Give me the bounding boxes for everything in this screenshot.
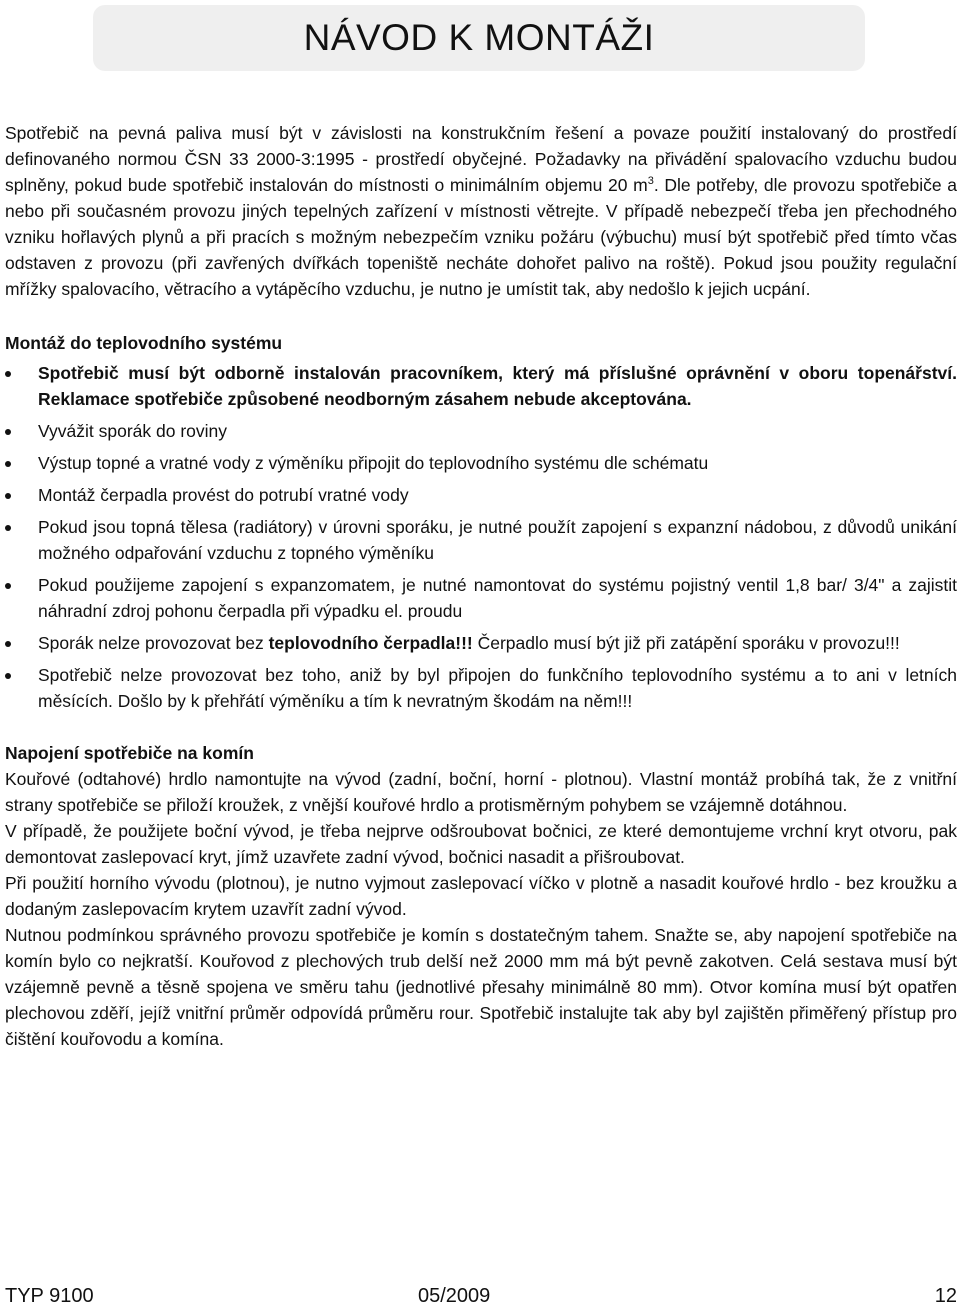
page-title: NÁVOD K MONTÁŽI <box>303 17 655 58</box>
list-item-text: Pokud jsou topná tělesa (radiátory) v úrovni sporáku, je nutné použít zapojení s expanzní nádobou, z důvodů unikání možného odpařování vzduchu z topného výměníku <box>38 517 957 563</box>
document-body <box>5 120 957 1052</box>
list-item <box>5 514 957 566</box>
pump-text-bold: teplovodního čerpadla!!! <box>268 633 473 653</box>
chimney-paragraph: V případě, že použijete boční vývod, je třeba nejprve odšroubovat bočnici, ze které demontujeme vrchní kryt otvoru, pak demontovat zaslepovací kryt, jímž uzavřete zadní vývod, bočnici nasadit a přišroubovat. <box>5 821 957 867</box>
list-item <box>5 630 957 656</box>
list-item <box>5 360 957 412</box>
list-item <box>5 482 957 508</box>
footer-page-number: 12 <box>934 1285 957 1307</box>
bullet-icon <box>5 371 11 377</box>
superscript-3: 3 <box>647 175 654 188</box>
installation-heading: Montáž do teplovodního systému <box>5 333 283 353</box>
bullet-icon <box>5 525 11 531</box>
footer-date: 05/2009 <box>418 1285 491 1307</box>
list-item <box>5 418 957 444</box>
list-item-text: Montáž čerpadla provést do potrubí vratné vody <box>38 485 409 505</box>
chimney-paragraph: Nutnou podmínkou správného provozu spotřebiče je komín s dostatečným tahem. Snažte se, aby napojení spotřebiče na komín bylo co nejkratší. Kouřovod z plechových trub delší než 2000 mm má být pevně zakotven. Celá sestava musí být vzájemně pevně a těsně spojena ve směru tahu (jednotlivé přesahy minimálně 80 mm). Otvor komína musí být opatřen plechovou zděří, jejíž vnitřní průměr odpovídá průměru rour. Spotřebič instalujte tak aby byl zajištěn přiměřený přístup pro čištění kouřovodu a komína. <box>5 925 957 1049</box>
pump-text-before: Sporák nelze provozovat bez <box>38 633 269 653</box>
list-item-text: Spotřebič nelze provozovat bez toho, aniž by byl připojen do funkčního teplovodního systému a to ani v letních měsících. Došlo by k přehřátí výměníku a tím k nevratným škodám na něm!!! <box>38 665 957 711</box>
page-footer <box>5 1283 957 1305</box>
bullet-icon <box>5 641 11 647</box>
pump-text-after: Čerpadlo musí být již při zatápění sporáku v provozu!!! <box>472 633 900 653</box>
chimney-paragraph: Při použití horního vývodu (plotnou), je nutno vyjmout zaslepovací víčko v plotně a nasadit kouřové hrdlo - bez kroužku a dodaným zaslepovacím krytem uzavřít zadní vývod. <box>5 873 957 919</box>
installation-list <box>5 360 957 714</box>
intro-text-1: Spotřebič na pevná paliva musí být v závislosti na konstrukčním řešení a povaze použití instalovaný do prostředí definovaného normou ČSN 33 2000-3:1995 - prostředí obyčejné. Požadavky na přivádění spalovacího vzduchu budou splněny, pokud bude spotřebič instalován do místnosti o minimálním objemu 20 m <box>5 123 957 195</box>
bullet-icon <box>5 429 11 435</box>
list-item-text: Pokud použijeme zapojení s expanzomatem, je nutné namontovat do systému pojistný ventil 1,8 bar/ 3/4" a zajistit náhradní zdroj pohonu čerpadla při výpadku el. proudu <box>38 575 957 621</box>
footer-model: TYP 9100 <box>5 1285 94 1307</box>
bullet-icon <box>5 583 11 589</box>
bullet-icon <box>5 461 11 467</box>
title-box <box>93 5 865 71</box>
intro-paragraph <box>5 120 957 302</box>
chimney-paragraph: Kouřové (odtahové) hrdlo namontujte na vývod (zadní, boční, horní - plotnou). Vlastní montáž probíhá tak, že z vnitřní strany spotřebiče se přiloží kroužek, z vnější kouřové hrdlo a protisměrným pohybem se vzájemně dotáhnou. <box>5 769 957 815</box>
list-item <box>5 572 957 624</box>
intro-text-2: . Dle potřeby, dle provozu spotřebiče a nebo při současném provozu jiných tepelných zařízení v místnosti větrejte. V případě nebezpečí třeba jen přechodného vzniku hořlavých plynů a při pracích s možným nebezpečím vzniku požáru (výbuchu) musí být spotřebič před tímto včas odstaven z provozu (při zavřených dvířkách topeniště necháte dohořet palivo na roště). Pokud jsou použity regulační mřížky spalovacího, větracího a vytápěcího vzduchu, je nutno je umístit tak, aby nedošlo k jejich ucpání. <box>5 175 957 299</box>
bullet-icon <box>5 493 11 499</box>
list-item <box>5 662 957 714</box>
bullet-icon <box>5 673 11 679</box>
chimney-heading: Napojení spotřebiče na komín <box>5 743 254 763</box>
list-item-text: Výstup topné a vratné vody z výměníku připojit do teplovodního systému dle schématu <box>38 453 709 473</box>
list-item-text: Spotřebič musí být odborně instalován pracovníkem, který má příslušné oprávnění v oboru topenářství. Reklamace spotřebiče způsobené neodborným zásahem nebude akceptována. <box>38 363 957 409</box>
list-item-text: Vyvážit sporák do roviny <box>38 421 228 441</box>
list-item <box>5 450 957 476</box>
